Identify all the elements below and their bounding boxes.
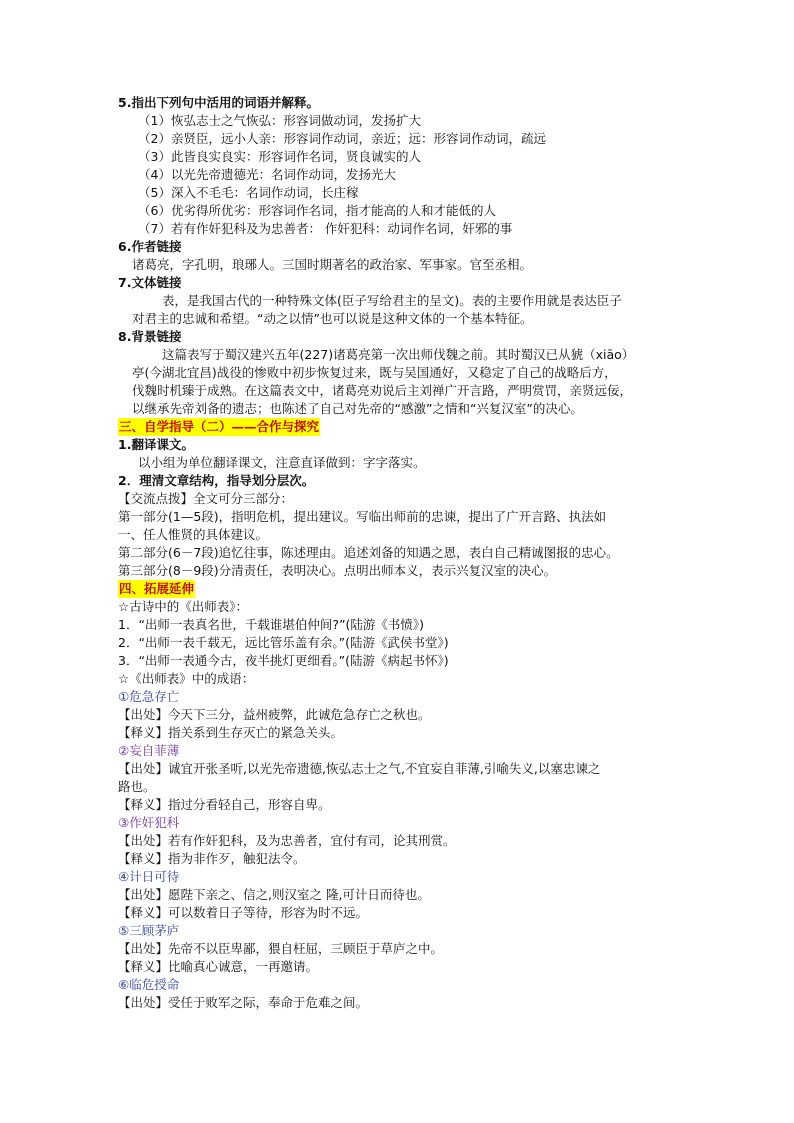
- t2-line: 【交流点拨】全文可分三部分：: [118, 491, 294, 506]
- idiom-name: ③作奸犯科: [118, 815, 180, 830]
- idiom-name: ⑤三顾茅庐: [118, 923, 180, 938]
- t2-line: 一、任人惟贤的具体建议。: [118, 527, 269, 542]
- document-page: [118, 94, 678, 1012]
- q8-line: 这篇表写于蜀汉建兴五年(227)诸葛亮第一次出师伐魏之前。其时蜀汉已从猇（xiāo）: [162, 347, 635, 362]
- section-3-title: 三、自学指导（二）——合作与探究: [119, 419, 320, 434]
- idiom-meaning: 【释义】可以数着日子等待，形容为时不远。: [118, 905, 369, 920]
- q8-line: 亭(今湖北宜昌)战役的惨败中初步恢复过来，既与吴国通好，又稳定了自己的战略后方，: [132, 365, 617, 380]
- poems-header: ☆古诗中的《出师表》：: [118, 599, 248, 614]
- q5-item: （6）优劣得所优劣：形容词作名词，指才能高的人和才能低的人: [138, 203, 496, 218]
- t2-title: 2．理清文章结构，指导划分层次。: [118, 473, 315, 488]
- idiom-meaning: 【释义】指为非作歹，触犯法令。: [118, 851, 306, 866]
- q8-line: 伐魏时机臻于成熟。在这篇表文中，诸葛亮劝说后主刘禅广开言路，严明赏罚，亲贤远佞，: [132, 383, 633, 398]
- q5-item: （4）以光先帝遗德光：名词作动词，发扬光大: [138, 167, 396, 182]
- section-4-title: 四、拓展延伸: [119, 581, 195, 596]
- poem-item: 2．“出师一表千载无，远比管乐盖有余。”(陆游《武侯书堂》): [118, 635, 449, 650]
- poem-item: 1．“出师一表真名世，千载谁堪伯仲间?”(陆游《书愤》): [118, 617, 425, 632]
- idiom-source: 【出处】受任于败军之际，奉命于危难之间。: [118, 995, 369, 1010]
- section-3-heading: [118, 418, 678, 436]
- idiom-source: 【出处】先帝不以臣卑鄙，猥自枉屈，三顾臣于草庐之中。: [118, 941, 444, 956]
- idiom-meaning: 【释义】比喻真心诚意，一再邀请。: [118, 959, 319, 974]
- q7-line: 表，是我国古代的一种特殊文体(臣子写给君主的呈文)。表的主要作用就是表达臣子: [162, 293, 622, 308]
- idiom-source: 路也。: [118, 779, 156, 794]
- idiom-name: ①危急存亡: [118, 689, 180, 704]
- q5-item: （2）亲贤臣，远小人亲：形容词作动词，亲近；远：形容词作动词，疏远: [138, 131, 546, 146]
- t2-line: 第二部分(6－7段)追忆往事，陈述理由。追述刘备的知遇之恩，表白自己精诚图报的忠心。: [118, 545, 619, 560]
- idiom-source: 【出处】若有作奸犯科，及为忠善者，宜付有司，论其刑赏。: [118, 833, 456, 848]
- q7-line: 对君主的忠诚和希望。“动之以情”也可以说是这种文体的一个基本特征。: [132, 311, 533, 326]
- t1-title: 1.翻译课文。: [118, 437, 194, 452]
- section-4-heading: [118, 580, 678, 598]
- idiom-source: 【出处】诚宜开张圣听,以光先帝遗德,恢弘志士之气,不宜妄自菲薄,引喻失义,以塞忠谏之: [118, 761, 601, 776]
- idiom-meaning: 【释义】指关系到生存灭亡的紧急关头。: [118, 725, 344, 740]
- idiom-source: 【出处】今天下三分，益州疲弊，此诚危急存亡之秋也。: [118, 707, 431, 722]
- t2-line: 第三部分(8－9段)分清责任，表明决心。点明出师本义，表示兴复汉室的决心。: [118, 563, 557, 578]
- t2-line: 第一部分(1—5段)，指明危机，提出建议。写临出师前的忠谏，提出了广开言路、执法如: [118, 509, 607, 524]
- q5-item: （3）此皆良实良实：形容词作名词，贤良诚实的人: [138, 149, 421, 164]
- q5-item: （1）恢弘志士之气恢弘：形容词做动词，发扬扩大: [138, 113, 421, 128]
- q5-title: 5.指出下列句中活用的词语并解释。: [118, 95, 319, 110]
- poem-item: 3．“出师一表通今古，夜半挑灯更细看。”(陆游《病起书怀》): [118, 653, 449, 668]
- q6-title: 6.作者链接: [118, 239, 182, 254]
- idiom-name: ④计日可待: [118, 869, 180, 884]
- idiom-name: ②妄自菲薄: [118, 743, 180, 758]
- idioms-header: ☆《出师表》中的成语：: [118, 671, 255, 686]
- q5-item: （7）若有作奸犯科及为忠善者： 作奸犯科：动词作名词，奸邪的事: [138, 221, 513, 236]
- idiom-source: 【出处】愿陛下亲之、信之,则汉室之 隆,可计日而待也。: [118, 887, 430, 902]
- q5-item: （5）深入不毛毛：名词作动词，长庄稼: [138, 185, 359, 200]
- idiom-name: ⑥临危授命: [118, 977, 180, 992]
- q7-title: 7.文体链接: [118, 275, 182, 290]
- q6-text: 诸葛亮，字孔明，琅琊人。三国时期著名的政治家、军事家。官至丞相。: [132, 257, 533, 272]
- idiom-meaning: 【释义】指过分看轻自己，形容自卑。: [118, 797, 331, 812]
- t1-text: 以小组为单位翻译课文，注意直译做到：字字落实。: [138, 455, 426, 470]
- q8-title: 8.背景链接: [118, 329, 182, 344]
- q8-line: 以继承先帝刘备的遗志；也陈述了自己对先帝的“感激”之情和“兴复汉室”的决心。: [132, 401, 583, 416]
